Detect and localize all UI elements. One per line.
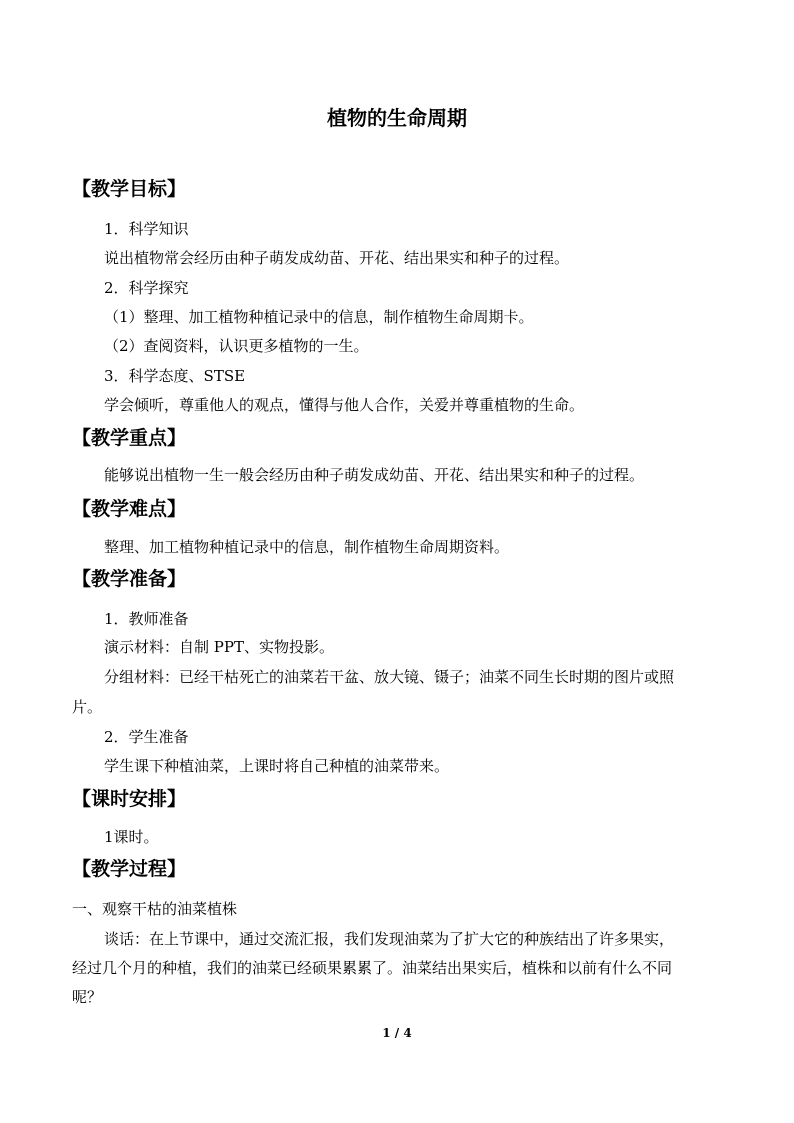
paragraph-line: 学会倾听，尊重他人的观点，懂得与他人合作，关爱并尊重植物的生命。 (104, 396, 585, 414)
section-heading-process: 【教学过程】 (72, 858, 187, 880)
section-heading-key-points: 【教学重点】 (72, 427, 187, 449)
paragraph-line: 能够说出植物一生一般会经历由种子萌发成幼苗、开花、结出果实和种子的过程。 (104, 466, 645, 484)
paragraph-line: 1．科学知识 (104, 220, 189, 238)
paragraph-line: （2）查阅资料，认识更多植物的一生。 (104, 337, 369, 355)
paragraph-line: 一、观察干枯的油菜植株 (72, 900, 238, 918)
paragraph-line: 演示材料：自制 PPT、实物投影。 (104, 638, 334, 656)
paragraph-line: （1）整理、加工植物种植记录中的信息，制作植物生命周期卡。 (104, 308, 534, 326)
paragraph-line: 呢？ (72, 988, 103, 1006)
document-title: 植物的生命周期 (327, 106, 467, 130)
paragraph-line: 1课时。 (104, 828, 159, 846)
paragraph-line: 经过几个月的种植，我们的油菜已经硕果累累了。油菜结出果实后，植株和以前有什么不同 (72, 959, 673, 977)
paragraph-line: 片。 (72, 698, 103, 716)
section-heading-difficulties: 【教学难点】 (72, 498, 187, 520)
paragraph-line: 学生课下种植油菜，上课时将自己种植的油菜带来。 (104, 757, 450, 775)
paragraph-line: 2．学生准备 (104, 728, 189, 746)
paragraph-line: 3．科学态度、STSE (104, 367, 246, 385)
section-heading-objectives: 【教学目标】 (72, 178, 187, 200)
paragraph-line: 分组材料：已经干枯死亡的油菜若干盆、放大镜、镊子；油菜不同生长时期的图片或照 (104, 668, 675, 686)
page-number: 1 / 4 (382, 1026, 412, 1040)
paragraph-line: 说出植物常会经历由种子萌发成幼苗、开花、结出果实和种子的过程。 (104, 249, 570, 267)
paragraph-line: 谈话：在上节课中，通过交流汇报，我们发现油菜为了扩大它的种族结出了许多果实， (104, 930, 675, 948)
paragraph-line: 1．教师准备 (104, 610, 189, 628)
paragraph-line: 整理、加工植物种植记录中的信息，制作植物生命周期资料。 (104, 538, 510, 556)
section-heading-schedule: 【课时安排】 (72, 788, 187, 810)
section-heading-preparation: 【教学准备】 (72, 568, 187, 590)
paragraph-line: 2．科学探究 (104, 279, 189, 297)
